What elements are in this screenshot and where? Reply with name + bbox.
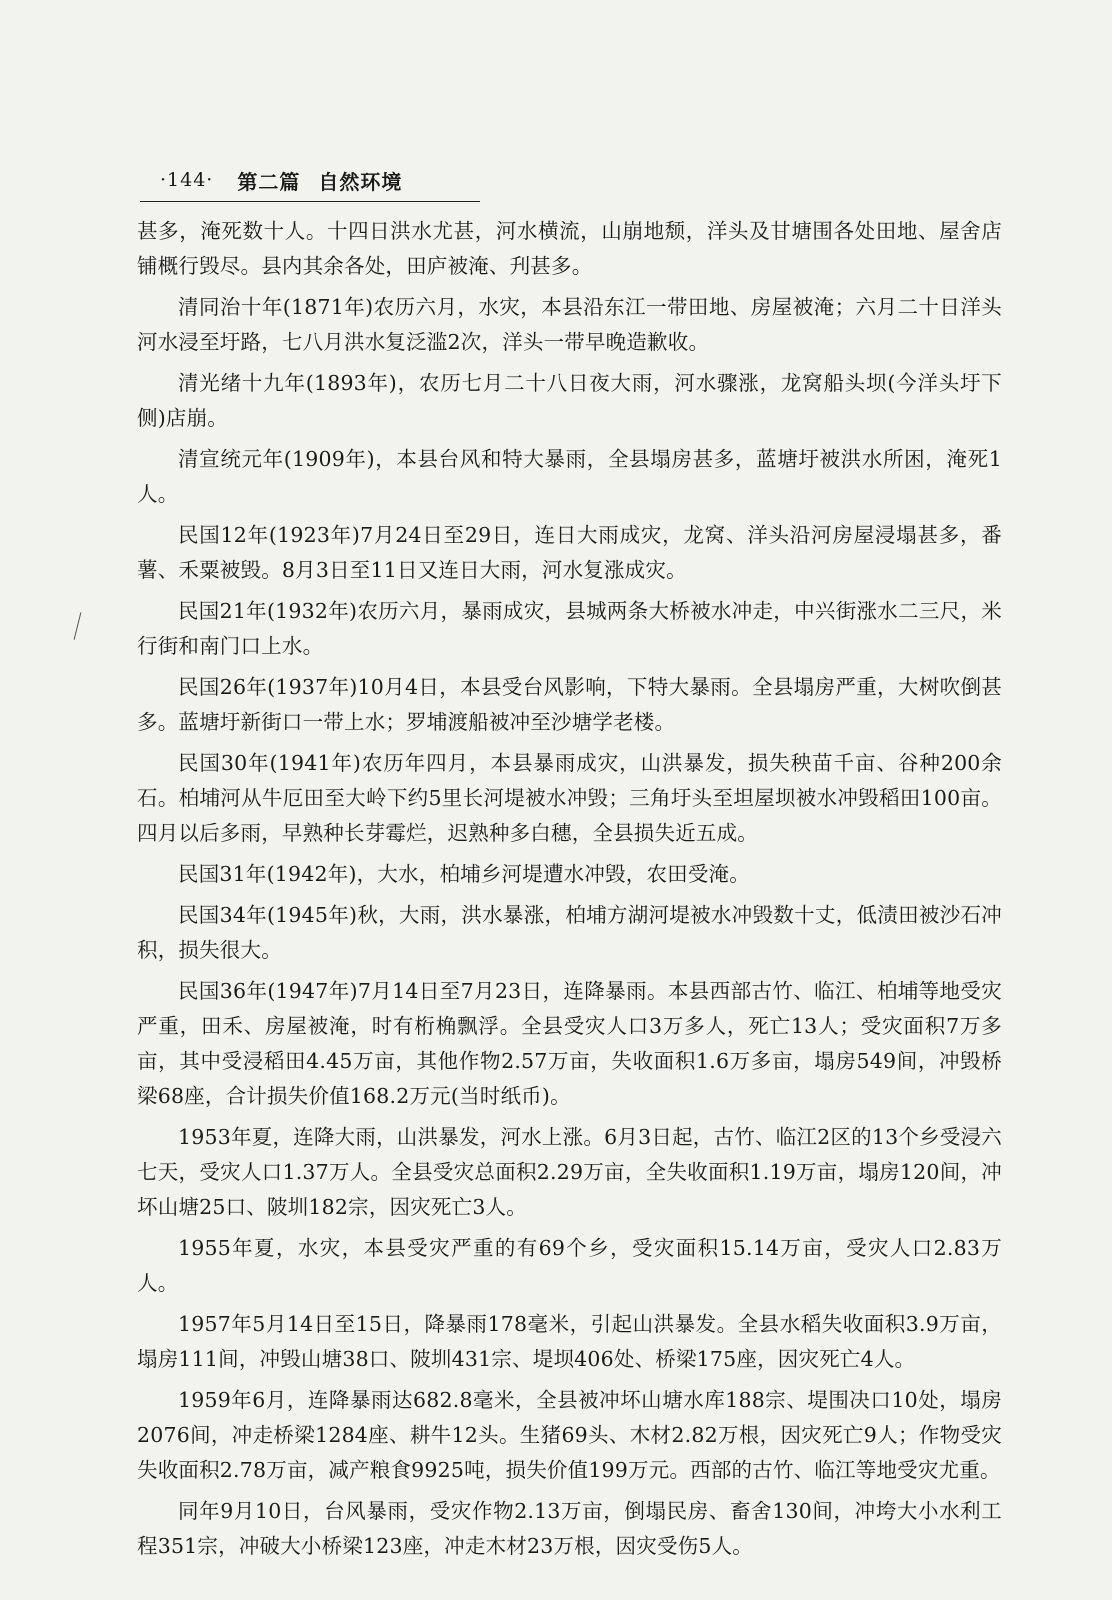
page-number: ·144· — [160, 169, 214, 191]
running-header — [160, 163, 402, 197]
chapter-title: 自然环境 — [318, 169, 403, 194]
body-text — [137, 214, 1002, 1570]
paragraph: 甚多，淹死数十人。十四日洪水尤甚，河水横流，山崩地颓，洋头及甘塘围各处田地、屋舍店铺概行毁尽。县内其余各处，田庐被淹、刋甚多。 — [137, 219, 1002, 278]
paragraph: 同年9月10日，台风暴雨，受灾作物2.13万亩，倒塌民房、畜舍130间，冲垮大小水利工程351宗，冲破大小桥梁123座，冲走木材23万根，因灾受伤5人。 — [137, 1499, 1002, 1558]
paragraph: 1957年5月14日至15日，降暴雨178毫米，引起山洪暴发。全县水稻失收面积3.9万亩，塌房111间，冲毁山塘38口、陂圳431宗、堤坝406处、桥梁175座，因灾死亡4人。 — [137, 1312, 1002, 1371]
paragraph: 1953年夏，连降大雨，山洪暴发，河水上涨。6月3日起，古竹、临江2区的13个乡受浸六七天，受灾人口1.37万人。全县受灾总面积2.29万亩，全失收面积1.19万亩，塌房120间，冲坏山塘25口、陂圳182宗，因灾死亡3人。 — [137, 1125, 1002, 1219]
margin-pencil-mark — [74, 612, 82, 639]
paragraph: 民国34年(1945年)秋，大雨，洪水暴涨，柏埔方湖河堤被水冲毁数十丈，低渍田被沙石冲积，损失很大。 — [137, 903, 1002, 962]
paragraph: 民国12年(1923年)7月24日至29日，连日大雨成灾，龙窝、洋头沿河房屋浸塌甚多，番薯、禾粟被毁。8月3日至11日又连日大雨，河水复涨成灾。 — [137, 523, 1002, 582]
paragraph: 民国36年(1947年)7月14日至7月23日，连降暴雨。本县西部古竹、临江、柏埔等地受灾严重，田禾、房屋被淹，时有桁桷飘浮。全县受灾人口3万多人，死亡13人；受灾面积7万多亩，其中受浸稻田4.45万亩，其他作物2.57万亩，失收面积1.6万多亩，塌房549间，冲毁桥梁68座，合计损失价值168.2万元(当时纸币)。 — [137, 979, 1002, 1108]
paragraph: 1955年夏，水灾，本县受灾严重的有69个乡，受灾面积15.14万亩，受灾人口2.83万人。 — [137, 1236, 1002, 1295]
paragraph: 民国26年(1937年)10月4日，本县受台风影响，下特大暴雨。全县塌房严重，大树吹倒甚多。蓝塘圩新街口一带上水；罗埔渡船被冲至沙塘学老楼。 — [137, 675, 1002, 734]
header-rule — [140, 201, 480, 202]
paragraph: 清同治十年(1871年)农历六月，水灾，本县沿东江一带田地、房屋被淹；六月二十日洋头河水浸至圩路，七八月洪水复泛滥2次，洋头一带早晚造歉收。 — [137, 295, 1002, 354]
paragraph: 民国31年(1942年)，大水，柏埔乡河堤遭水冲毁，农田受淹。 — [178, 862, 750, 886]
paragraph: 民国30年(1941年)农历年四月，本县暴雨成灾，山洪暴发，损失秧苗千亩、谷种200余石。柏埔河从牛厄田至大岭下约5里长河堤被水冲毁；三角圩头至坦屋坝被水冲毁稻田100亩。四月以后多雨，早熟种长芽霉烂，迟熟种多白穗，全县损失近五成。 — [137, 751, 1002, 845]
paragraph: 民国21年(1932年)农历六月，暴雨成灾，县城两条大桥被水冲走，中兴街涨水二三尺，米行街和南门口上水。 — [137, 599, 1002, 658]
paragraph: 清光绪十九年(1893年)，农历七月二十八日夜大雨，河水骤涨，龙窝船头坝(今洋头圩下侧)店崩。 — [137, 371, 1002, 430]
paragraph: 清宣统元年(1909年)，本县台风和特大暴雨，全县塌房甚多，蓝塘圩被洪水所困，淹死1人。 — [137, 447, 1002, 506]
paragraph: 1959年6月，连降暴雨达682.8毫米，全县被冲坏山塘水库188宗、堤围决口10处，塌房2076间，冲走桥梁1284座、耕牛12头。生猪69头、木材2.82万根，因灾死亡9人；作物受灾失收面积2.78万亩，减产粮食9925吨，损失价值199万元。西部的古竹、临江等地受灾尤重。 — [137, 1388, 1002, 1482]
section-title: 第二篇 — [237, 169, 301, 194]
